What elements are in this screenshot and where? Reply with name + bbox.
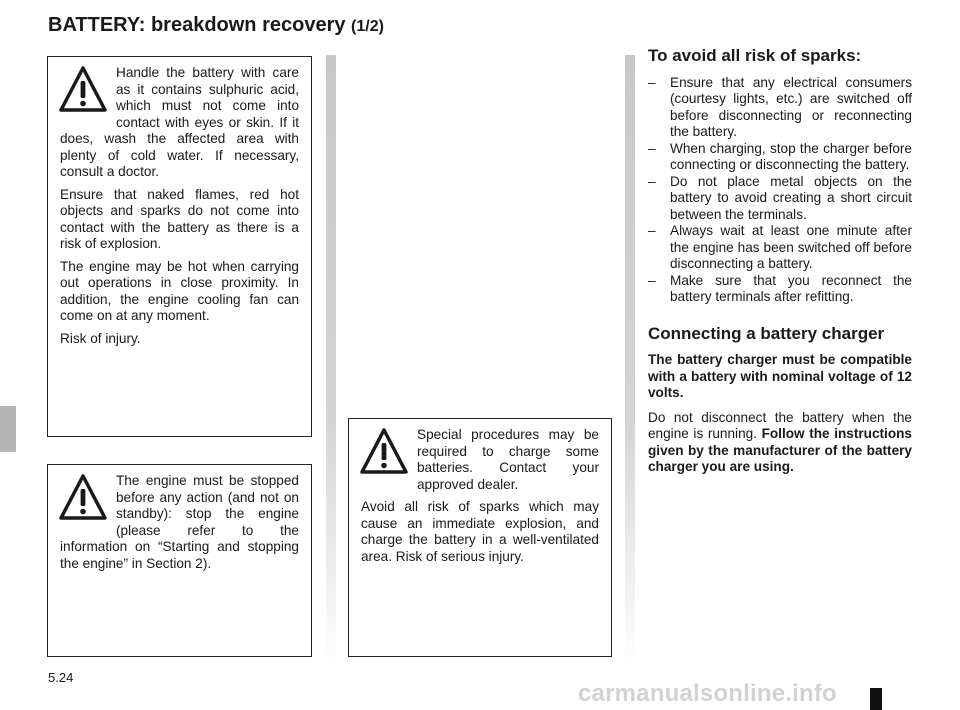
list-dash: – [648,173,656,189]
list-item-text: Do not place metal objects on the battery to avoid creating a short circuit between the terminals. [670,173,912,222]
warning-triangle-icon [58,473,108,523]
watermark: carmanualsonline.info [578,680,837,707]
warning-text: Avoid all risk of sparks which may cause an immediate explosion, and charge the battery in a well-ventilated area. Risk of serious injury. [361,499,599,564]
right-column [648,48,912,476]
warning-text: The engine must be stopped before any action (and not on standby): stop the engine (please refer to the information on “Starting and stopping the engine” in Section 2). [60,473,299,571]
warning-text: Risk of injury. [60,330,141,346]
page-title-part: (1/2) [351,18,384,35]
page-title-text: BATTERY: breakdown recovery [48,14,346,36]
list-item [648,75,912,141]
list-item [648,141,912,174]
warning-triangle-icon [359,427,409,477]
charger-compatibility-text: The battery charger must be compatible with a battery with nominal voltage of 12 volts. [648,352,912,400]
corner-marker [870,688,882,710]
list-item [648,174,912,224]
page-title [48,14,384,37]
charger-instructions-plain: Do not disconnect the battery when the engine is running. [648,409,912,441]
list-item-text: Ensure that any electrical consumers (courtesy lights, etc.) are switched off before disconnecting or reconnecting the battery. [670,74,912,139]
warning-box-engine-stop [47,464,312,657]
column-gutter-right [625,55,635,665]
list-item-text: Always wait at least one minute after the engine has been switched off before disconnecting a battery. [670,223,912,271]
column-gutter-left [326,55,336,665]
list-dash: – [648,74,656,90]
warning-text: Handle the battery with care as it contains sulphuric acid, which must not come into contact with eyes or skin. If it does, wash the affected area with plenty of cold water. If necessary, consult a doctor. [60,65,299,179]
charger-instructions [648,410,912,476]
list-dash: – [648,272,656,288]
page-number: 5.24 [48,670,74,685]
list-item-text: When charging, stop the charger before connecting or disconnecting the battery. [670,140,912,172]
list-dash: – [648,223,656,238]
charger-instructions-bold: Follow the instructions given by the manufacturer of the battery charger you are using. [648,426,912,474]
warning-text: Ensure that naked flames, red hot objects and sparks do not come into contact with the battery as there is a risk of explosion. [60,186,299,251]
sparks-heading: To avoid all risk of sparks: [648,46,862,65]
warning-box-battery-handling [47,56,312,437]
warning-triangle-icon [58,65,108,115]
list-item [648,223,912,273]
warning-text: The engine may be hot when carrying out operations in close proximity. In addition, the engine cooling fan can come on at any moment. [60,258,299,323]
warning-text: Special procedures may be required to charge some batteries. Contact your approved dealer. [417,427,599,492]
charger-heading: Connecting a battery charger [648,323,885,343]
list-dash: – [648,140,656,156]
section-tab [0,406,16,452]
warning-box-charging [348,418,612,657]
list-item-text: Make sure that you reconnect the battery terminals after refitting. [670,272,912,304]
list-item [648,273,912,306]
sparks-list [648,75,912,306]
